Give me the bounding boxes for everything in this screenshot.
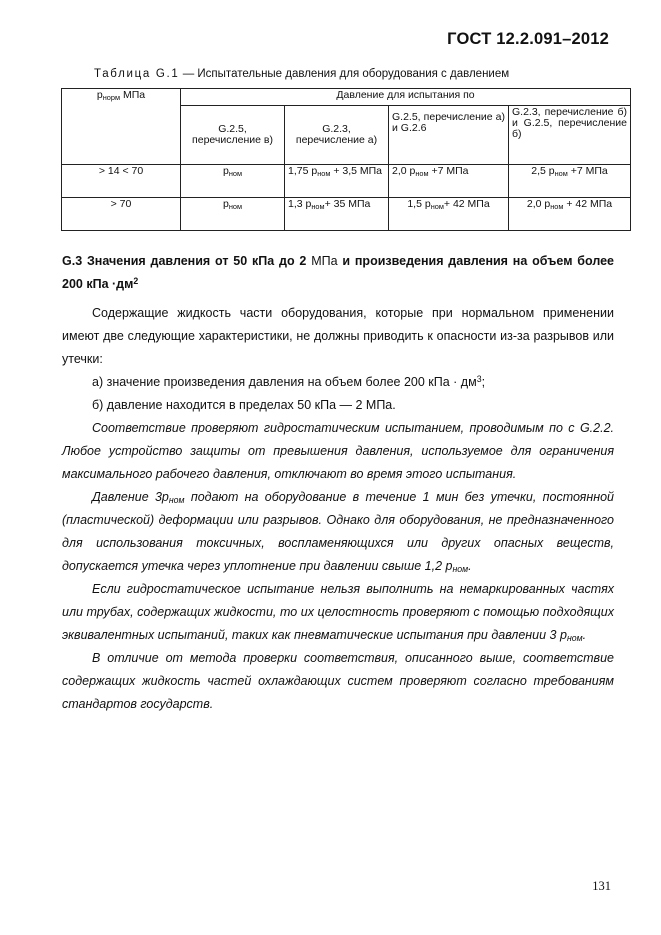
header-cell-col2: G.2.3, перечисление а) [285,106,389,165]
list-item-b: б) давление находится в пределах 50 кПа — 2 МПа. [92,398,396,412]
list-item-a [62,371,614,394]
table-row [62,165,631,198]
heading-mpa: МПа [311,254,338,268]
cell-prefix: 1,5 [407,198,425,210]
item-a-end: ; [481,375,486,389]
cell-symbol: p [544,198,551,210]
cell-symbol: p [311,165,318,177]
table-header-row [62,89,631,106]
item-a-superscript: 3 [476,374,482,384]
intro-paragraph: Содержащие жидкость части оборудования, которые при нормальном применении имеют две следующие характеристики, не должны приводить к опасности из-за разрывов или утечки: [62,306,614,366]
cell-value [389,165,509,198]
paragraph-pressure [62,486,614,578]
cell-symbol: p [409,165,416,177]
standard-designation: ГОСТ 12.2.091–2012 [447,30,609,48]
para2-subscript-b: ном [452,564,469,574]
heading-part1: G.3 Значения давления от 50 кПа до 2 [62,254,312,268]
heading-part2: и произведения давления на объем более 200 кПа ·дм [62,254,614,291]
cell-subscript: ном [554,169,568,178]
cell-prefix: 2,0 [526,198,545,210]
header-cell-col3: G.2.5, перечисление а) и G.2.6 [389,106,509,165]
item-a-text: а) значение произведения давления на объем более 200 кПа · дм [92,375,477,389]
table-caption-text: — Испытательные давления для оборудования с давлением [179,68,510,80]
pressure-test-table [61,88,631,231]
header-cell-pnorm [62,89,181,165]
cell-suffix: +7 МПа [428,165,469,177]
pnorm-symbol: p [96,89,103,101]
header-cell-col1: G.2.5, перечисление в) [181,106,285,165]
paragraph-equivalent-tests [62,578,614,647]
cell-range: > 14 < 70 [62,165,181,198]
table-caption [94,68,509,80]
cell-subscript: ном [430,202,444,211]
cell-value [285,198,389,231]
cell-value [509,165,631,198]
table-caption-label: Таблица G.1 [94,68,180,80]
para3-text-b: . [582,628,587,642]
paragraph-compliance: Соответствие проверяют гидростатическим испытанием, проводимым по с G.2.2. Любое устройство защиты от превышения давления, используемое для ограничения максимального рабочего давления, отключают во время этого испытания. [62,421,614,481]
cell-subscript: ном [415,169,429,178]
cell-suffix: + 42 МПа [563,198,613,210]
cell-value [181,198,285,231]
heading-superscript: 2 [133,276,139,286]
cell-subscript: ном [317,169,331,178]
cell-subscript: ном [311,202,325,211]
table-row [62,198,631,231]
paragraph-cooling-systems: В отличие от метода проверки соответствия, описанного выше, соответствие содержащих жидкость частей охлаждающих систем проверяют согласно требованиям стандартов государств. [62,651,614,711]
cell-value [389,198,509,231]
cell-symbol: p [548,165,555,177]
cell-subscript: ном [228,202,243,211]
cell-symbol: p [222,198,229,210]
cell-subscript: ном [228,169,243,178]
pnorm-subscript: норм [102,93,121,102]
cell-symbol: p [424,198,431,210]
pnorm-unit: МПа [120,89,146,101]
cell-suffix: +7 МПа [567,165,608,177]
cell-suffix: + 42 МПа [443,198,490,210]
cell-range: > 70 [62,198,181,231]
para2-text-c: . [468,559,472,573]
cell-value [285,165,389,198]
cell-value [181,165,285,198]
cell-suffix: + 3,5 МПа [330,165,383,177]
cell-prefix: 2,0 [392,165,410,177]
para3-text-a: Если гидростатическое испытание нельзя выполнить на немаркированных частях или трубах, содержащих жидкости, то их целостность проверяют с помощью подходящих эквивалентных испытаний, таких как пневматические испытания при давлении 3 р [62,582,614,642]
page-number: 131 [592,879,611,893]
cell-prefix: 2,5 [531,165,549,177]
header-cell-col4: G.2.3, перечисление б) и G.2.5, перечисление б) [509,106,631,165]
cell-symbol: p [305,198,312,210]
para2-subscript-a: ном [168,495,185,505]
para2-text-b: подают на оборудование в течение 1 мин без утечки, постоянной (пластической) деформации или разрывов. Однако для оборудования, не предназначенного для использования токсичных, воспламеняющихся или других опасных веществ, допускается утечка через уплотнение при давлении свыше 1,2 р [62,490,614,573]
header-cell-test-pressure: Давление для испытания по [181,89,631,106]
cell-symbol: p [222,165,229,177]
para3-subscript: ном [566,633,583,643]
cell-value [509,198,631,231]
cell-subscript: ном [550,202,564,211]
cell-suffix: + 35 МПа [324,198,371,210]
section-g3 [62,250,614,716]
section-heading [62,250,614,296]
cell-prefix: 1,75 [288,165,312,177]
para2-text-a: Давление 3р [92,490,169,504]
cell-prefix: 1,3 [288,198,306,210]
